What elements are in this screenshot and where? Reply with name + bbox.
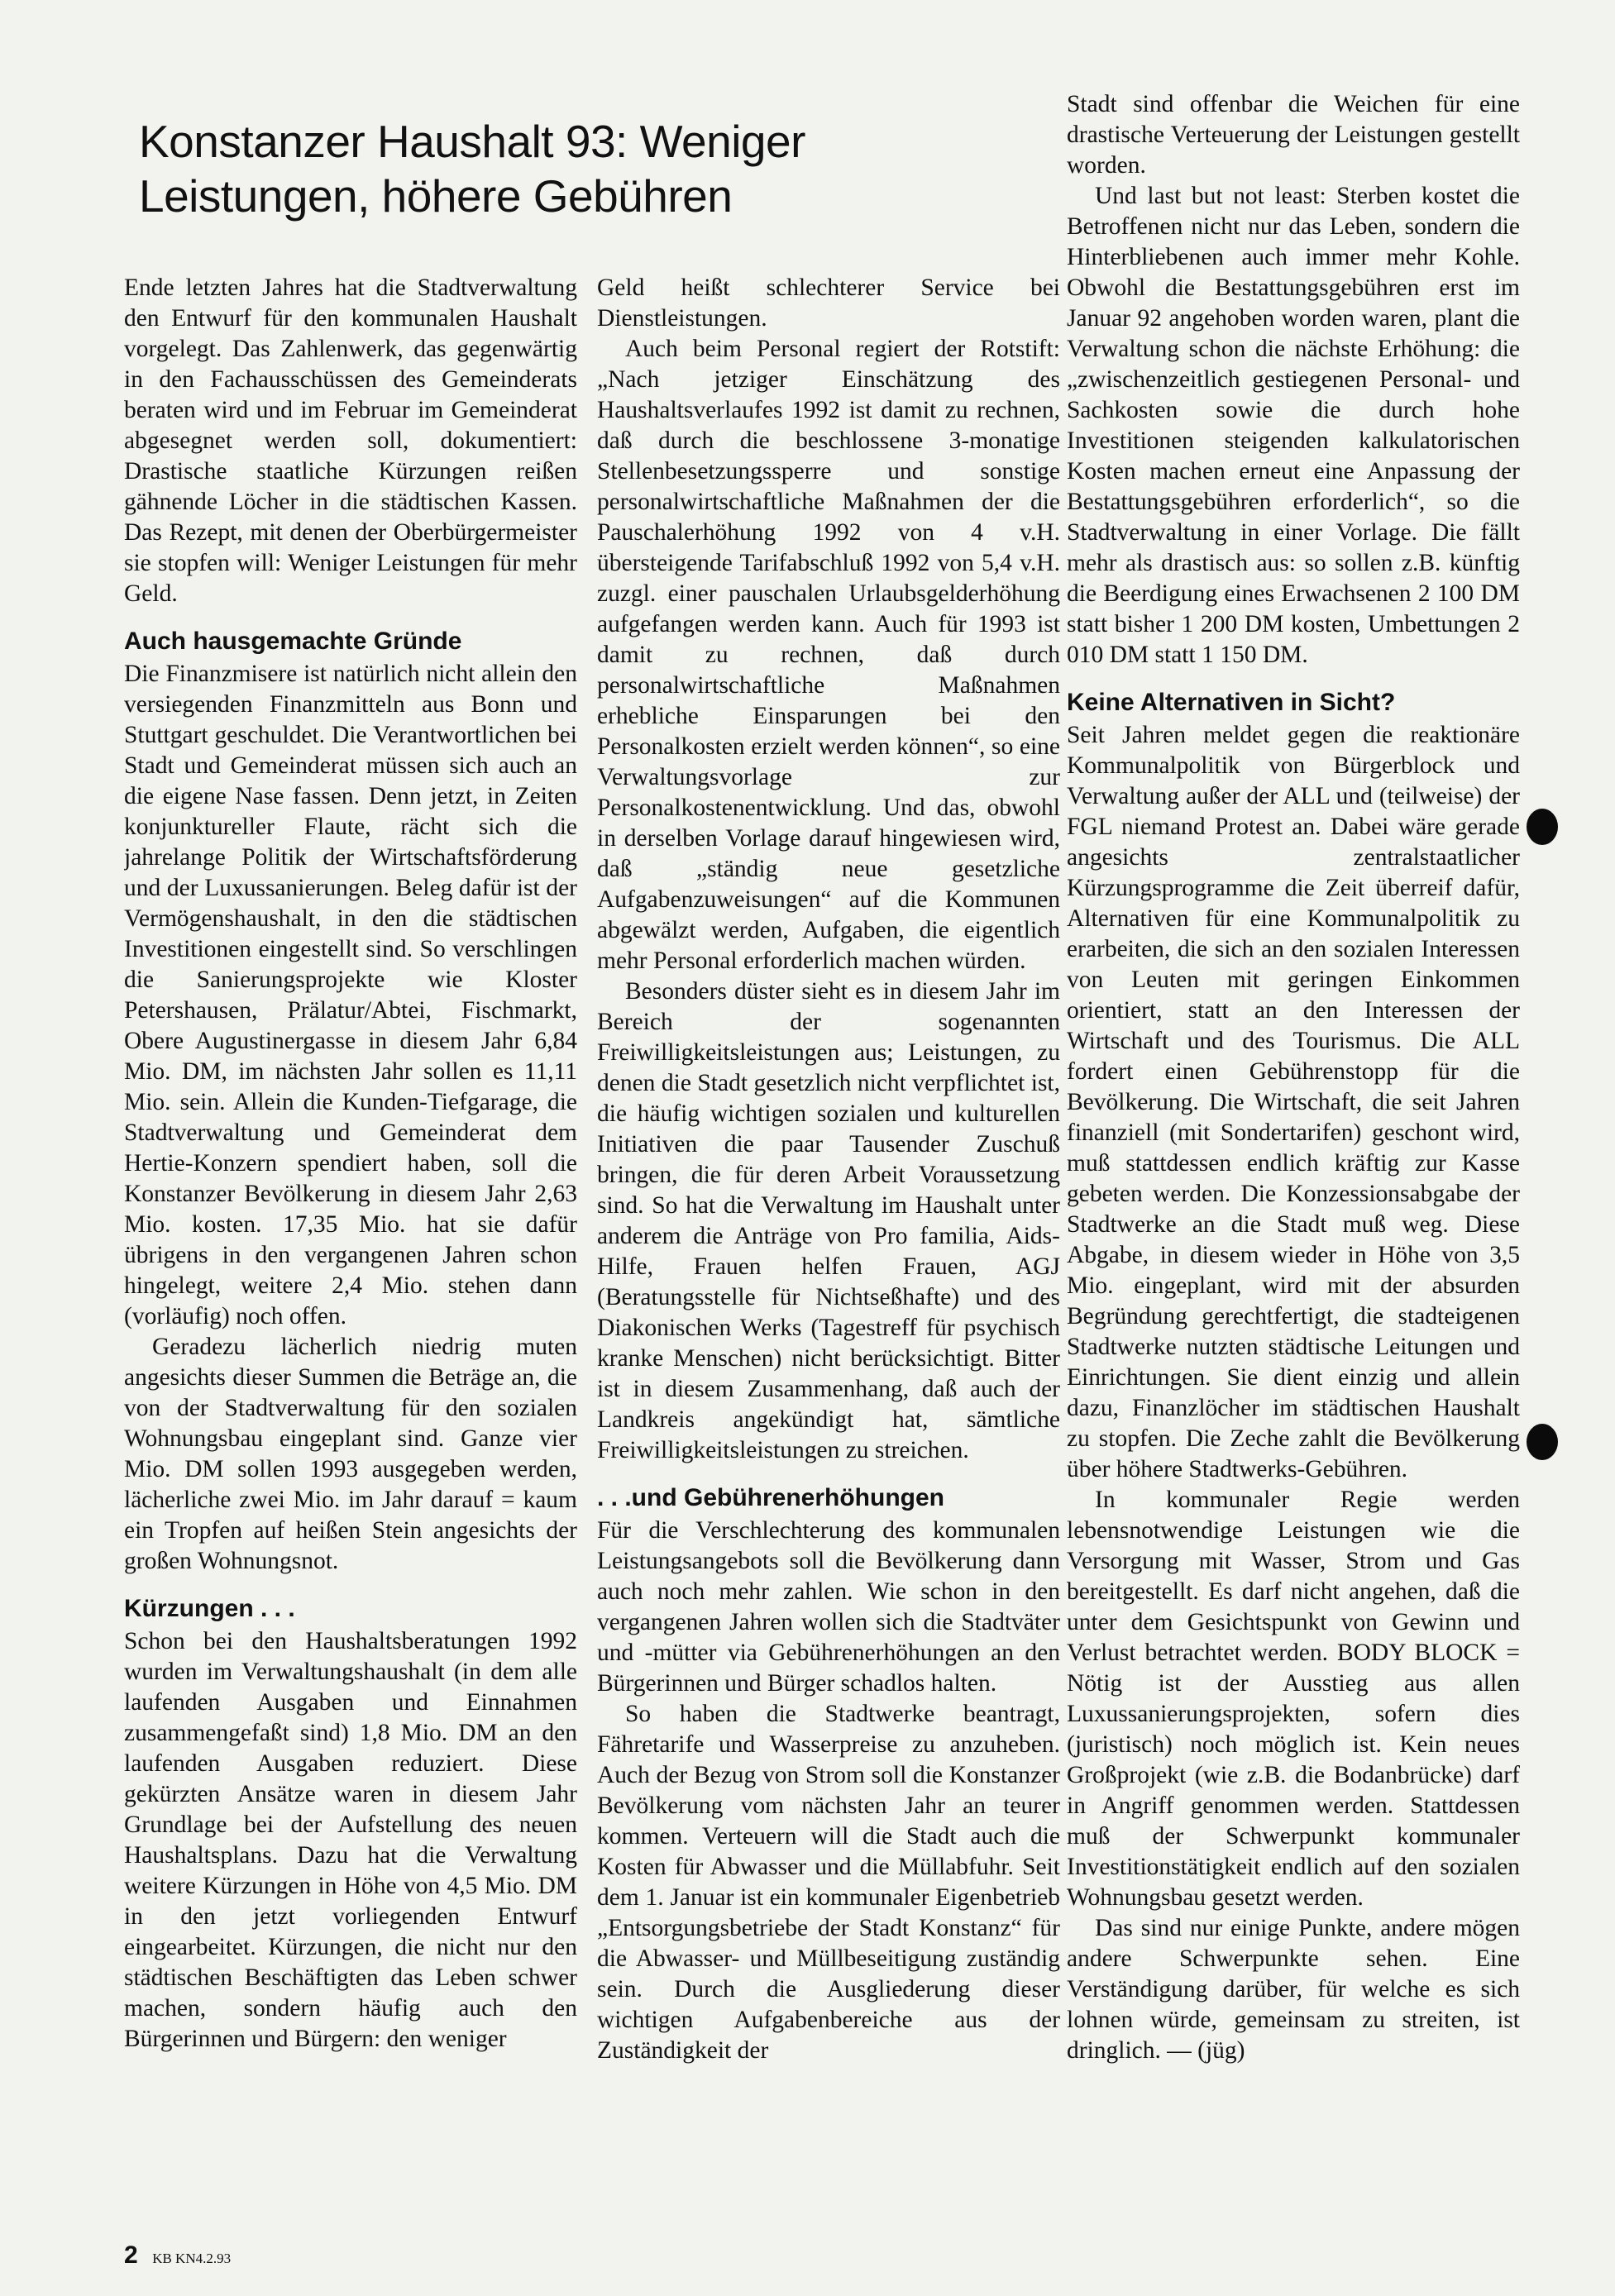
page-footer [124, 2242, 231, 2272]
paragraph: Besonders düster sieht es in diesem Jahr im Bereich der sogenannten Freiwilligkeitsleistungen aus; Leistungen, zu denen die Stadt gesetzlich nicht verpflichtet ist, die häufig wichtigen sozialen und kulturellen Initiativen die paar Tausender Zuschuß bringen, die für deren Arbeit Voraussetzung sind. So hat die Verwaltung im Haushalt unter anderem die Anträge von Pro familia, Aids-Hilfe, Frauen helfen Frauen, AGJ (Beratungsstelle für Nichtseßhafte) und des Diakonischen Werks (Tagestreff für psychisch kranke Menschen) nicht berücksichtigt. Bitter ist in diesem Zusammenhang, daß auch der Landkreis angekündigt hat, sämtliche Freiwilligkeitsleistungen zu streichen. [597, 978, 1060, 1463]
paragraph: Geld heißt schlechterer Service bei Dienstleistungen. [597, 274, 1060, 332]
subheading: . . .und Gebührenerhöhungen [597, 1484, 944, 1511]
paragraph: Die Finanzmisere ist natürlich nicht allein den versiegenden Finanzmitteln aus Bonn und Stuttgart geschuldet. Die Verantwortlichen bei Stadt und Gemeinderat müssen sich auch an die eigene Nase fassen. Denn jetzt, in Zeiten konjunktureller Flaute, rächt sich die jahrelange Politik der Wirtschaftsförderung und der Luxussanierungen. Beleg dafür ist der Vermögenshaushalt, in den die städtischen Investitionen eingestellt sind. So verschlingen die Sanierungsprojekte wie Kloster Petershausen, Prälatur/Abtei, Fischmarkt, Obere Augustinergasse in diesem Jahr 6,84 Mio. DM, im nächsten Jahr sollen es 11,11 Mio. sein. Allein die Kunden-Tiefgarage, die Stadtverwaltung und Gemeinderat dem Hertie-Konzern spendiert haben, soll die Konstanzer Bevölkerung in diesem Jahr 2,63 Mio. kosten. 17,35 Mio. hat sie dafür übrigens in den vergangenen Jahren schon hingelegt, weitere 2,4 Mio. stehen dann (vorläufig) noch offen. [124, 661, 577, 1329]
page-number: 2 [124, 2241, 138, 2269]
paragraph: Und last but not least: Sterben kostet die Betroffenen nicht nur das Leben, sondern die Hinterbliebenen auch immer mehr Kohle. Obwohl die Bestattungsgebühren erst im Januar 92 angehoben worden waren, plant die Verwaltung schon die nächste Erhöhung: die „zwischenzeitlich gestiegenen Personal- und Sachkosten sowie die durch hohe Investitionen steigenden kalkulatorischen Kosten machen erneut eine Anpassung der Bestattungsgebühren erforderlich“, so die Stadtverwaltung in einer Vorlage. Die fällt mehr als drastisch aus: so sollen z.B. künftig die Beerdigung eines Erwachsenen 2 100 DM statt bisher 1 200 DM kosten, Umbettungen 2 010 DM statt 1 150 DM. [1067, 183, 1520, 668]
article-column-3 [1067, 89, 1520, 2239]
subheading: Auch hausgemachte Gründe [124, 628, 462, 655]
paragraph: Seit Jahren meldet gegen die reaktionäre Kommunalpolitik von Bürgerblock und Verwaltung außer der ALL und (teilweise) der FGL niemand Protest an. Dabei wäre gerade angesichts zentralstaatlicher Kürzungsprogramme die Zeit überreif dafür, Alternativen für eine Kommunalpolitik zu erarbeiten, die sich an den sozialen Interessen von Leuten mit geringen Einkommen orientiert, statt an den Interessen der Wirtschaft und des Tourismus. Die ALL fordert einen Gebührenstopp für die Bevölkerung. Die Wirtschaft, die seit Jahren finanziell (mit Sondertarifen) geschont wird, muß stattdessen endlich kräftig zur Kasse gebeten werden. Die Konzessionsabgabe der Stadtwerke an die Stadt muß weg. Diese Abgabe, in diesem wieder in Höhe von 3,5 Mio. eingeplant, wird mit der absurden Begründung gerechtfertigt, die stadteigenen Stadtwerke nutzten städtische Leitungen und Einrichtungen. Sie dient einzig und allein dazu, Finanzlöcher im städtischen Haushalt zu stopfen. Die Zeche zahlt die Bevölkerung über höhere Stadtwerks-Gebühren. [1067, 722, 1520, 1482]
paragraph: Schon bei den Haushaltsberatungen 1992 wurden im Verwaltungshaushalt (in dem alle laufenden Ausgaben und Einnahmen zusammengefaßt sind) 1,8 Mio. DM an den laufenden Ausgaben reduziert. Diese gekürzten Ansätze waren in diesem Jahr Grundlage bei der Aufstellung des neuen Haushaltsplans. Dazu hat die Verwaltung weitere Kürzungen in Höhe von 4,5 Mio. DM in den jetzt vorliegenden Entwurf eingearbeitet. Kürzungen, die nicht nur den städtischen Beschäftigten das Leben schwer machen, sondern häufig auch den Bürgerinnen und Bürgern: den weniger [124, 1628, 577, 2052]
paragraph: Das sind nur einige Punkte, andere mögen andere Schwerpunkte sehen. Eine Verständigung darüber, für welche es sich lohnen würde, gemeinsam zu streiten, ist dringlich. — (jüg) [1067, 1915, 1520, 2064]
article-column-1 [124, 273, 577, 2199]
paragraph: In kommunaler Regie werden lebensnotwendige Leistungen wie die Versorgung mit Wasser, Strom und Gas bereitgestellt. Es darf nicht angehen, daß die unter dem Gesichtspunkt von Gewinn und Verlust betrachtet werden. BODY BLOCK = Nötig ist der Ausstieg aus allen Luxussanierungsprojekten, sofern dies (juristisch) noch möglich ist. Kein neues Großprojekt (wie z.B. die Bodanbrücke) darf in Angriff genommen werden. Stattdessen muß der Schwerpunkt kommunaler Investitionstätigkeit endlich auf den sozialen Wohnungsbau gesetzt werden. [1067, 1487, 1520, 1911]
paragraph: Ende letzten Jahres hat die Stadtverwaltung den Entwurf für den kommunalen Haushalt vorgelegt. Das Zahlenwerk, das gegenwärtig in den Fachausschüssen des Gemeinderats beraten wird und im Februar im Gemeinderat abgesegnet werden soll, dokumentiert: Drastische staatliche Kürzungen reißen gähnende Löcher in die städtischen Kassen. Das Rezept, mit denen der Oberbürgermeister sie stopfen will: Weniger Leistungen für mehr Geld. [124, 274, 577, 607]
article-column-2 [597, 273, 1060, 2199]
paragraph: Stadt sind offenbar die Weichen für eine drastische Verteuerung der Leistungen gestellt worden. [1067, 91, 1520, 179]
article-title: Konstanzer Haushalt 93: Weniger Leistungen, höhere Gebühren [139, 116, 805, 222]
punch-hole [1527, 809, 1558, 845]
subheading: Kürzungen . . . [124, 1595, 295, 1622]
paragraph: So haben die Stadtwerke beantragt, Fähretarife und Wasserpreise zu anzuheben. Auch der Bezug von Strom soll die Konstanzer Bevölkerung vom nächsten Jahr an teurer kommen. Verteuern will die Stadt auch die Kosten für Abwasser und die Müllabfuhr. Seit dem 1. Januar ist ein kommunaler Eigenbetrieb „Entsorgungsbetriebe der Stadt Konstanz“ für die Abwasser- und Müllbeseitigung zuständig sein. Durch die Ausgliederung dieser wichtigen Aufgabenbereiche aus der Zuständigkeit der [597, 1701, 1060, 2064]
subheading: Keine Alternativen in Sicht? [1067, 689, 1396, 716]
paragraph: Geradezu lächerlich niedrig muten angesichts dieser Summen die Beträge an, die von der Stadtverwaltung für den sozialen Wohnungsbau eingeplant sind. Ganze vier Mio. DM sollen 1993 ausgegeben werden, lächerliche zwei Mio. im Jahr darauf = kaum ein Tropfen auf heißen Stein angesichts der großen Wohnungsnot. [124, 1334, 577, 1574]
punch-hole [1527, 1424, 1558, 1460]
paragraph: Für die Verschlechterung des kommunalen Leistungsangebots soll die Bevölkerung dann auch noch mehr zahlen. Wie schon in den vergangenen Jahren wollen sich die Stadtväter und -mütter via Gebührenerhöhungen an den Bürgerinnen und Bürger schadlos halten. [597, 1517, 1060, 1697]
paragraph: Auch beim Personal regiert der Rotstift: „Nach jetziger Einschätzung des Haushaltsverlaufes 1992 ist damit zu rechnen, daß durch die beschlossene 3-monatige Stellenbesetzungssperre und sonstige personalwirtschaftliche Maßnahmen der die Pauschalerhöhung 1992 von 4 v.H. übersteigende Tarifabschluß 1992 von 5,4 v.H. zuzgl. einer pauschalen Urlaubsgelderhöhung aufgefangen werden kann. Auch für 1993 ist damit zu rechnen, daß durch personalwirtschaftliche Maßnahmen erhebliche Einsparungen bei den Personalkosten erzielt werden können“, so eine Verwaltungsvorlage zur Personalkostenentwicklung. Und das, obwohl in derselben Vorlage darauf hingewiesen wird, daß „ständig neue gesetzliche Aufgabenzuweisungen“ auf die Kommunen abgewälzt werden, Aufgaben, die eigentlich mehr Personal erforderlich machen würden. [597, 336, 1060, 974]
issue-reference: KB KN4.2.93 [152, 2251, 232, 2266]
